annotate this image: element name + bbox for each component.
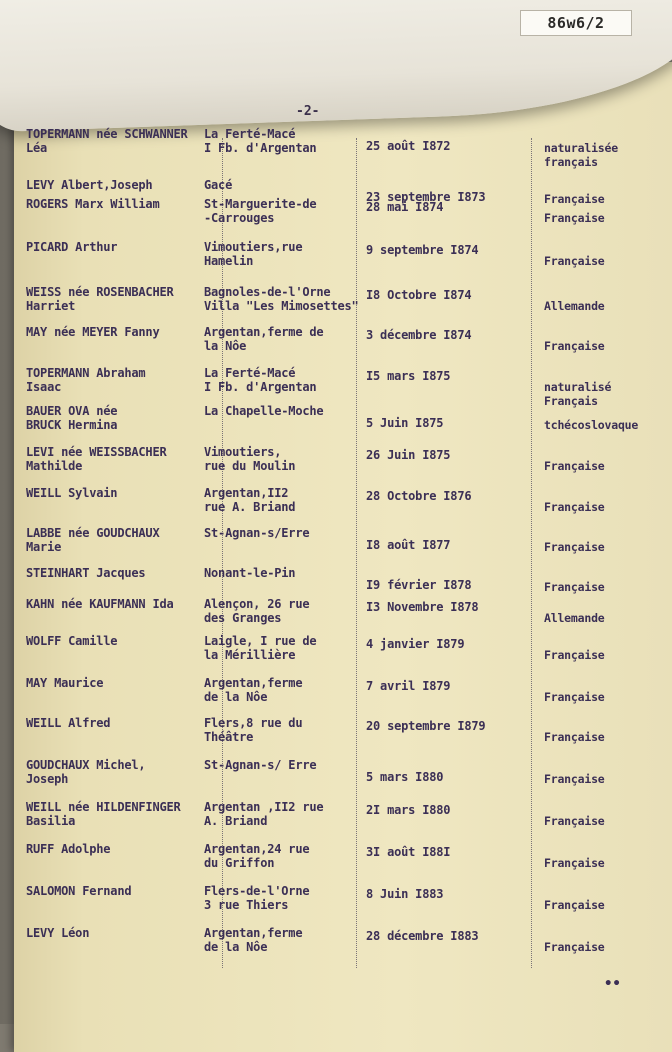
nationality-cell: Française [544,730,605,744]
name-cell: MAY Maurice [26,676,104,690]
place-cell: Flers,8 rue du Théâtre [204,716,303,744]
page-number: -2- [296,104,320,119]
table-row [0,926,672,966]
place-cell: Argentan,II2 rue A. Briand [204,486,296,514]
table-row [0,842,672,882]
date-cell: I5 mars I875 [366,369,451,383]
place-cell: St-Agnan-s/Erre [204,526,310,540]
name-cell: WEISS née ROSENBACHER Harriet [26,285,174,313]
nationality-cell: Française [544,580,605,594]
table-row [0,445,672,485]
table-row [0,597,672,637]
place-cell: Vimoutiers, rue du Moulin [204,445,296,473]
date-cell: 26 Juin I875 [366,448,451,462]
table-row [0,486,672,526]
name-cell: LEVY Léon [26,926,90,940]
name-cell: GOUDCHAUX Michel, Joseph [26,758,146,786]
date-cell: 3 décembre I874 [366,328,472,342]
name-cell: BAUER OVA née BRUCK Hermina [26,404,118,432]
date-cell: 8 Juin I883 [366,887,444,901]
place-cell: Gacé [204,178,233,192]
nationality-cell: Française [544,690,605,704]
place-cell: St-Marguerite-de -Carrouges [204,197,317,225]
date-cell: 9 septembre I874 [366,243,479,257]
place-cell: Bagnoles-de-l'Orne Villa "Les Mimosettes" [204,285,359,313]
date-cell: I3 Novembre I878 [366,600,479,614]
table-row [0,127,672,167]
place-cell: Vimoutiers,rue Hamelin [204,240,303,268]
nationality-cell: Française [544,540,605,554]
table-row [0,240,672,280]
date-cell: 5 Juin I875 [366,416,444,430]
place-cell: La Chapelle-Moche [204,404,324,418]
nationality-cell: Française [544,500,605,514]
name-cell: TOPERMANN née SCHWANNER Léa [26,127,188,155]
table-row [0,634,672,674]
table-row [0,884,672,924]
table-row [0,404,672,444]
name-cell: ROGERS Marx William [26,197,160,211]
table-row [0,758,672,798]
name-cell: STEINHART Jacques [26,566,146,580]
name-cell: LEVY Albert,Joseph [26,178,153,192]
nationality-cell: Allemande [544,299,605,313]
place-cell: Argentan ,II2 rue A. Briand [204,800,324,828]
nationality-cell: Française [544,814,605,828]
table-row [0,325,672,365]
table-row [0,526,672,566]
place-cell: Nonant-le-Pin [204,566,296,580]
name-cell: TOPERMANN Abraham Isaac [26,366,146,394]
name-cell: WEILL née HILDENFINGER Basilia [26,800,181,828]
table-row [0,285,672,325]
nationality-cell: Française [544,648,605,662]
nationality-cell: Française [544,254,605,268]
date-cell: 25 août I872 [366,139,451,153]
place-cell: Argentan,24 rue du Griffon [204,842,310,870]
nationality-cell: naturalisée français [544,141,618,169]
date-cell: 7 avril I879 [366,679,451,693]
nationality-cell: Française [544,211,605,225]
date-cell: I9 février I878 [366,578,472,592]
place-cell: Flers-de-l'Orne 3 rue Thiers [204,884,310,912]
name-cell: WEILL Sylvain [26,486,118,500]
nationality-cell: Française [544,339,605,353]
date-cell: 28 mai I874 [366,200,444,214]
reference-label: 86w6/2 [520,10,632,36]
place-cell: Argentan,ferme de la Nôe [204,325,324,353]
place-cell: Alençon, 26 rue des Granges [204,597,310,625]
nationality-cell: Française [544,192,605,206]
date-cell: 5 mars I880 [366,770,444,784]
table-row [0,197,672,237]
date-cell: 2I mars I880 [366,803,451,817]
nationality-cell: naturalisé Français [544,380,612,408]
date-cell: 3I août I88I [366,845,451,859]
place-cell: La Ferté-Macé I Fb. d'Argentan [204,366,317,394]
place-cell: St-Agnan-s/ Erre [204,758,317,772]
date-cell: 28 décembre I883 [366,929,479,943]
name-cell: KAHN née KAUFMANN Ida [26,597,174,611]
nationality-cell: Française [544,856,605,870]
table-row [0,716,672,756]
table-row [0,366,672,406]
name-cell: WOLFF Camille [26,634,118,648]
nationality-cell: Française [544,772,605,786]
name-cell: MAY née MEYER Fanny [26,325,160,339]
nationality-cell: Française [544,459,605,473]
nationality-cell: Allemande [544,611,605,625]
place-cell: Argentan,ferme de la Nôe [204,676,303,704]
date-cell: 20 septembre I879 [366,719,486,733]
place-cell: La Ferté-Macé I Fb. d'Argentan [204,127,317,155]
nationality-cell: Française [544,940,605,954]
name-cell: PICARD Arthur [26,240,118,254]
place-cell: Argentan,ferme de la Nôe [204,926,303,954]
place-cell: Laigle, I rue de la Mérillière [204,634,317,662]
footer-mark: •• [604,976,621,992]
name-cell: LEVI née WEISSBACHER Mathilde [26,445,167,473]
name-cell: SALOMON Fernand [26,884,132,898]
nationality-cell: tchécoslovaque [544,418,639,432]
date-cell: 23 septembre I873 [366,190,486,204]
name-cell: LABBE née GOUDCHAUX Marie [26,526,160,554]
date-cell: I8 août I877 [366,538,451,552]
name-cell: RUFF Adolphe [26,842,111,856]
name-cell: WEILL Alfred [26,716,111,730]
date-cell: 28 Octobre I876 [366,489,472,503]
table-row [0,800,672,840]
date-cell: 4 janvier I879 [366,637,465,651]
nationality-cell: Française [544,898,605,912]
date-cell: I8 Octobre I874 [366,288,472,302]
table-row [0,676,672,716]
